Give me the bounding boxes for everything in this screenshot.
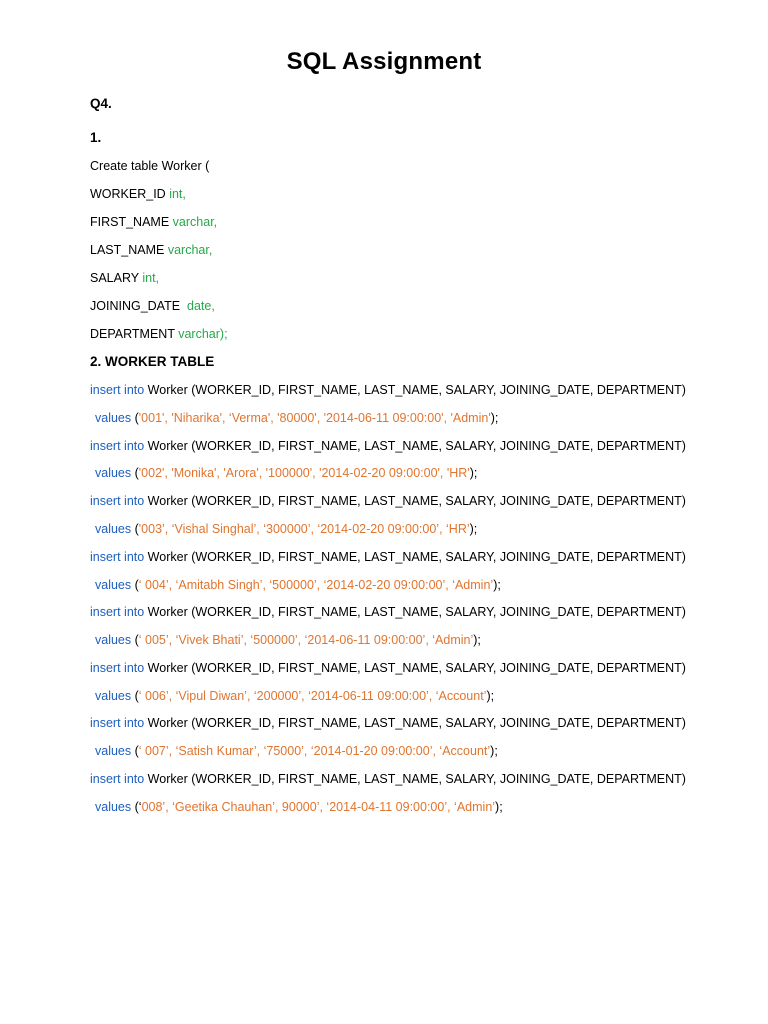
values-line: values ('002', 'Monika', 'Arora', '100000', '2014-02-20 09:00:00', 'HR');: [95, 466, 478, 480]
values-line: values ('003’, ‘Vishal Singhal’, ‘300000’, ‘2014-02-20 09:00:00’, ‘HR’);: [95, 522, 478, 536]
insert-line: insert into Worker (WORKER_ID, FIRST_NAME, LAST_NAME, SALARY, JOINING_DATE, DEPARTMENT): [90, 494, 686, 508]
column-type: varchar);: [178, 327, 228, 341]
insert-keyword: insert into: [90, 383, 145, 397]
column-name: FIRST_NAME: [90, 215, 170, 229]
column-type: date,: [187, 299, 215, 313]
values-literals: '002', 'Monika', 'Arora', '100000', '2014-02-20 09:00:00', 'HR': [138, 466, 470, 480]
values-line: values ('001', 'Niharika', ‘Verma', '80000', '2014-06-11 09:00:00', 'Admin');: [95, 411, 499, 425]
values-literals: ‘ 007’, ‘Satish Kumar’, ‘75000’, ‘2014-01-20 09:00:00’, ‘Account’: [138, 744, 491, 758]
values-line: values (‘ 004’, ‘Amitabh Singh’, ‘500000’, ‘2014-02-20 09:00:00’, ‘Admin’);: [95, 578, 501, 592]
insert-line: insert into Worker (WORKER_ID, FIRST_NAME, LAST_NAME, SALARY, JOINING_DATE, DEPARTMENT): [90, 772, 686, 786]
insert-keyword: insert into: [90, 605, 145, 619]
values-keyword: values: [95, 411, 132, 425]
values-keyword: values: [95, 744, 132, 758]
values-literals: ‘ 004’, ‘Amitabh Singh’, ‘500000’, ‘2014-02-20 09:00:00’, ‘Admin’: [138, 578, 494, 592]
values-keyword: values: [95, 522, 132, 536]
values-literals: ‘ 005’, ‘Vivek Bhati’, ‘500000’, ‘2014-06-11 09:00:00’, ‘Admin’: [138, 633, 474, 647]
values-keyword: values: [95, 800, 132, 814]
column-type: int,: [169, 187, 186, 201]
column-def: [90, 214, 217, 230]
insert-line: insert into Worker (WORKER_ID, FIRST_NAME, LAST_NAME, SALARY, JOINING_DATE, DEPARTMENT): [90, 383, 686, 397]
part1-number: 1.: [90, 130, 102, 145]
insert-keyword: insert into: [90, 661, 145, 675]
values-line: values (‘ 005’, ‘Vivek Bhati’, ‘500000’, ‘2014-06-11 09:00:00’, ‘Admin’);: [95, 633, 481, 647]
column-type: int,: [142, 271, 160, 285]
column-name: LAST_NAME: [90, 243, 165, 257]
insert-line: insert into Worker (WORKER_ID, FIRST_NAME, LAST_NAME, SALARY, JOINING_DATE, DEPARTMENT): [90, 716, 686, 730]
column-def: [90, 242, 212, 258]
column-def: [90, 270, 159, 286]
insert-keyword: insert into: [90, 716, 145, 730]
column-name: WORKER_ID: [90, 187, 166, 201]
column-def: [90, 186, 186, 202]
create-table-line: Create table Worker (: [90, 159, 210, 173]
column-def: [90, 298, 215, 314]
document-title: SQL Assignment: [286, 48, 482, 75]
values-line: values (‘ 006’, ‘Vipul Diwan’, ‘200000’, ‘2014-06-11 09:00:00’, ‘Account’);: [95, 689, 495, 703]
column-name: DEPARTMENT: [90, 327, 175, 341]
column-name: JOINING_DATE: [90, 299, 181, 313]
insert-line: insert into Worker (WORKER_ID, FIRST_NAME, LAST_NAME, SALARY, JOINING_DATE, DEPARTMENT): [90, 605, 686, 619]
insert-line: insert into Worker (WORKER_ID, FIRST_NAME, LAST_NAME, SALARY, JOINING_DATE, DEPARTMENT): [90, 439, 686, 453]
insert-keyword: insert into: [90, 550, 145, 564]
part2-heading: 2. WORKER TABLE: [90, 354, 215, 369]
values-literals: '001', 'Niharika', ‘Verma', '80000', '2014-06-11 09:00:00', 'Admin': [138, 411, 491, 425]
values-line: values (‘ 007’, ‘Satish Kumar’, ‘75000’, ‘2014-01-20 09:00:00’, ‘Account’);: [95, 744, 498, 758]
values-keyword: values: [95, 466, 132, 480]
column-type: varchar,: [167, 243, 213, 257]
question-number: Q4.: [90, 96, 112, 111]
values-literals: '003’, ‘Vishal Singhal’, ‘300000’, ‘2014-02-20 09:00:00’, ‘HR’: [138, 522, 470, 536]
values-keyword: values: [95, 689, 132, 703]
insert-keyword: insert into: [90, 439, 145, 453]
values-keyword: values: [95, 633, 132, 647]
insert-line: insert into Worker (WORKER_ID, FIRST_NAME, LAST_NAME, SALARY, JOINING_DATE, DEPARTMENT): [90, 661, 686, 675]
values-keyword: values: [95, 578, 132, 592]
insert-line: insert into Worker (WORKER_ID, FIRST_NAME, LAST_NAME, SALARY, JOINING_DATE, DEPARTMENT): [90, 550, 686, 564]
insert-keyword: insert into: [90, 772, 145, 786]
values-literals: 008’, ‘Geetika Chauhan’, 90000’, ‘2014-04-11 09:00:00’, ‘Admin’: [141, 800, 496, 814]
insert-keyword: insert into: [90, 494, 145, 508]
values-line: values (‘008’, ‘Geetika Chauhan’, 90000’, ‘2014-04-11 09:00:00’, ‘Admin’);: [95, 800, 503, 814]
column-def: [90, 326, 228, 342]
column-type: varchar,: [172, 215, 218, 229]
column-name: SALARY: [90, 271, 139, 285]
values-literals: ‘ 006’, ‘Vipul Diwan’, ‘200000’, ‘2014-06-11 09:00:00’, ‘Account’: [138, 689, 487, 703]
